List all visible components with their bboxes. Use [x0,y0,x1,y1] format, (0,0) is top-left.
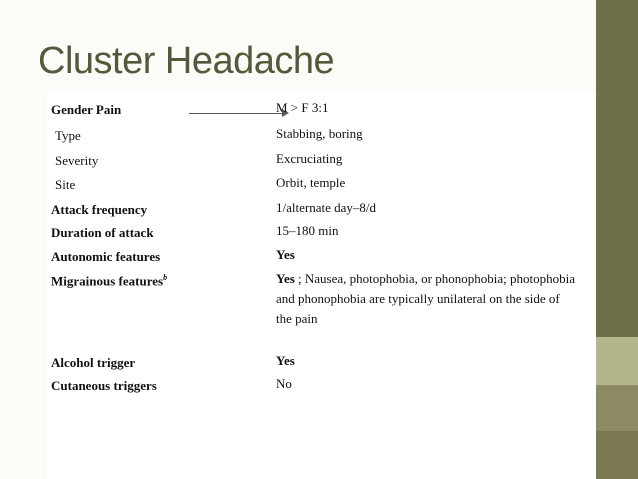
row-value: Yes [276,353,295,368]
footnote-marker: b [163,273,168,282]
row-label: Type [55,128,81,143]
row-value: 15–180 min [276,223,339,238]
row-label [51,273,167,289]
row-label: Gender Pain [51,102,122,117]
row-value: Orbit, temple [276,175,346,190]
row-label: Autonomic features [51,249,161,264]
row-value: 1/alternate day–8/d [276,200,376,215]
row-value: No [276,376,292,391]
slide-title: Cluster Headache [38,40,335,82]
sidebar-block [596,431,638,479]
row-value-bold: Yes [276,271,295,286]
row-label: Cutaneous triggers [51,378,157,393]
row-label: Severity [55,153,99,168]
row-label: Alcohol trigger [51,355,136,370]
row-value: M > F 3:1 [276,100,329,115]
row-label: Site [55,177,76,192]
sidebar-block [596,385,638,431]
row-value: Excruciating [276,151,343,166]
sidebar-block [596,337,638,385]
row-label: Duration of attack [51,225,154,240]
row-value: Stabbing, boring [276,126,363,141]
row-value [276,269,576,329]
headache-table [47,92,596,479]
row-label: Attack frequency [51,202,148,217]
arrow-right-icon [189,113,287,114]
row-value: Yes [276,247,295,262]
row-value-text: ; Nausea, photophobia, or phonophobia; photophobia and phonophobia are typically unilateral on the side of the pain [276,271,575,326]
row-label-text: Migrainous features [51,273,164,289]
